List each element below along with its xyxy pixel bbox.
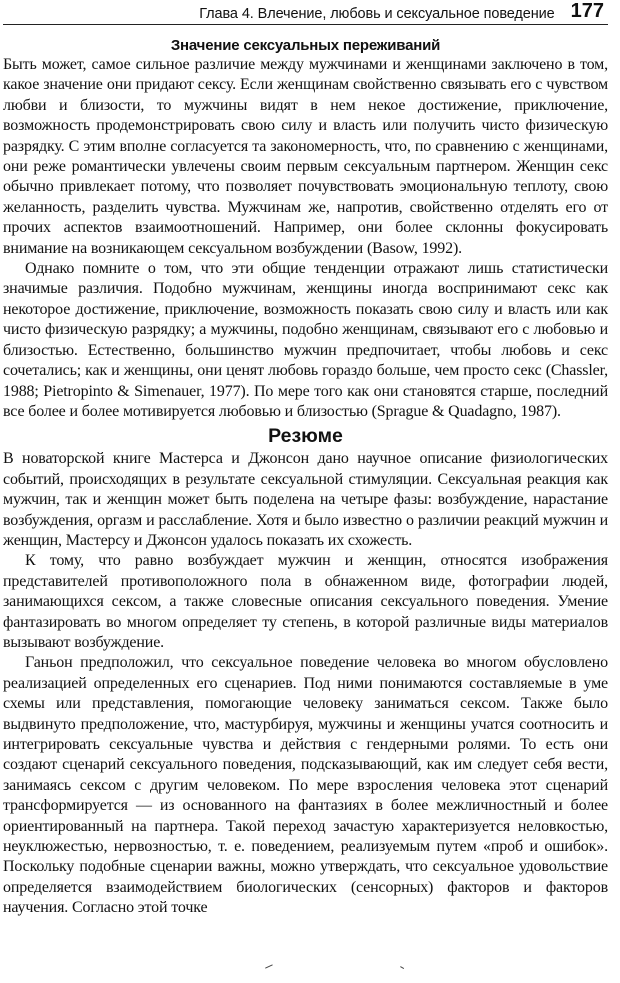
page-number: 177 [570,0,604,22]
body-paragraph: Однако помните о том, что эти общие тенденции отражают лишь статистически значимые различия. Подобно мужчинам, женщины иногда воспринимают секс как некоторое достижение, приключение, возможность показать свою силу и власть или как чисто физическую разрядку; а мужчины, подобно женщинам, связывают его с любовью и близостью. Естественно, большинство мужчин предпочитает, чтобы любовь и секс сочетались; как и женщины, они ценят любовь гораздо больше, чем просто секс (Chassler, 1988; Pietropinto & Simenauer, 1977). По мере того как они становятся старше, последний все более и более мотивируется любовью и близостью (Sprague & Quadagno, 1987). [3,260,608,420]
subsection-title: Значение сексуальных переживаний [170,37,441,54]
scan-mark [265,964,273,969]
scan-artifacts [0,962,620,974]
summary-paragraph: В новаторской книге Мастерса и Джонсон дано научное описание физиологических событий, происходящих в результате сексуальной стимуляции. Сексуальная реакция как мужчин, так и женщин может быть поделена на четыре фазы: возбуждение, нарастание возбуждения, оргазм и расслабление. Хотя и было известно о различии реакций мужчин и женщин, Мастерсу и Джонсон удалось показать их схожесть. [3,450,608,549]
summary-heading: Резюме [268,425,343,448]
summary-paragraph: Ганьон предположил, что сексуальное поведение человека во многом обусловлено реализацией определенных его сценариев. Под ними понимаются составляемые в уме схемы или представления, помогающие человеку заниматься сексом. Также было выдвинуто предположение, что, мастурбируя, мужчины и женщины учатся соотносить и интегрировать сексуальные чувства и действия с гендерными ролями. То есть они создают сценарий сексуального поведения, подсказывающий, как им следует себя вести, занимаясь сексом с другим человеком. По мере взросления человека этот сценарий трансформируется — из основанного на фантазиях в более межличностный и более ориентированный на партнера. Такой переход зачастую характеризуется неловкостью, неуклюжестью, нервозностью, т. е. поведением, реализуемым путем «проб и ошибок». Поскольку подобные сценарии важны, можно утверждать, что сексуальное удовольствие определяется взаимодействием биологических (сенсорных) факторов и факторов научения. Согласно этой точке [3,654,608,917]
running-header [3,0,608,25]
body-paragraph: Быть может, самое сильное различие между мужчинами и женщинами заключено в том, какое значение они придают сексу. Если женщинам свойственно связывать его с чувством любви и близости, то мужчины видят в нем некое достижение, приключение, возможность продемонстрировать свою силу и власть или получить чисто физическую разрядку. С этим вполне согласуется та закономерность, что, по сравнению с женщинами, они реже романтически увлечены своим первым сексуальным партнером. Женщин секс обычно привлекает потому, что позволяет почувствовать эмоциональную теплоту, свою желанность, разделить чувства. Мужчинам же, напротив, свойственно отделять его от прочих аспектов взаимоотношений. Например, они более склонны фокусировать внимание на возникающем сексуальном возбуждении (Basow, 1992). [3,56,608,257]
summary-paragraph: К тому, что равно возбуждает мужчин и женщин, относятся изображения представителей противоположного пола в обнаженном виде, фотографии людей, занимающихся сексом, а также словесные описания сексуального поведения. Умение фантазировать во многом определяет ту степень, в которой различные виды материалов вызывают возбуждение. [3,552,608,651]
chapter-running-title: Глава 4. Влечение, любовь и сексуальное поведение [199,6,555,22]
scan-mark [400,966,404,969]
